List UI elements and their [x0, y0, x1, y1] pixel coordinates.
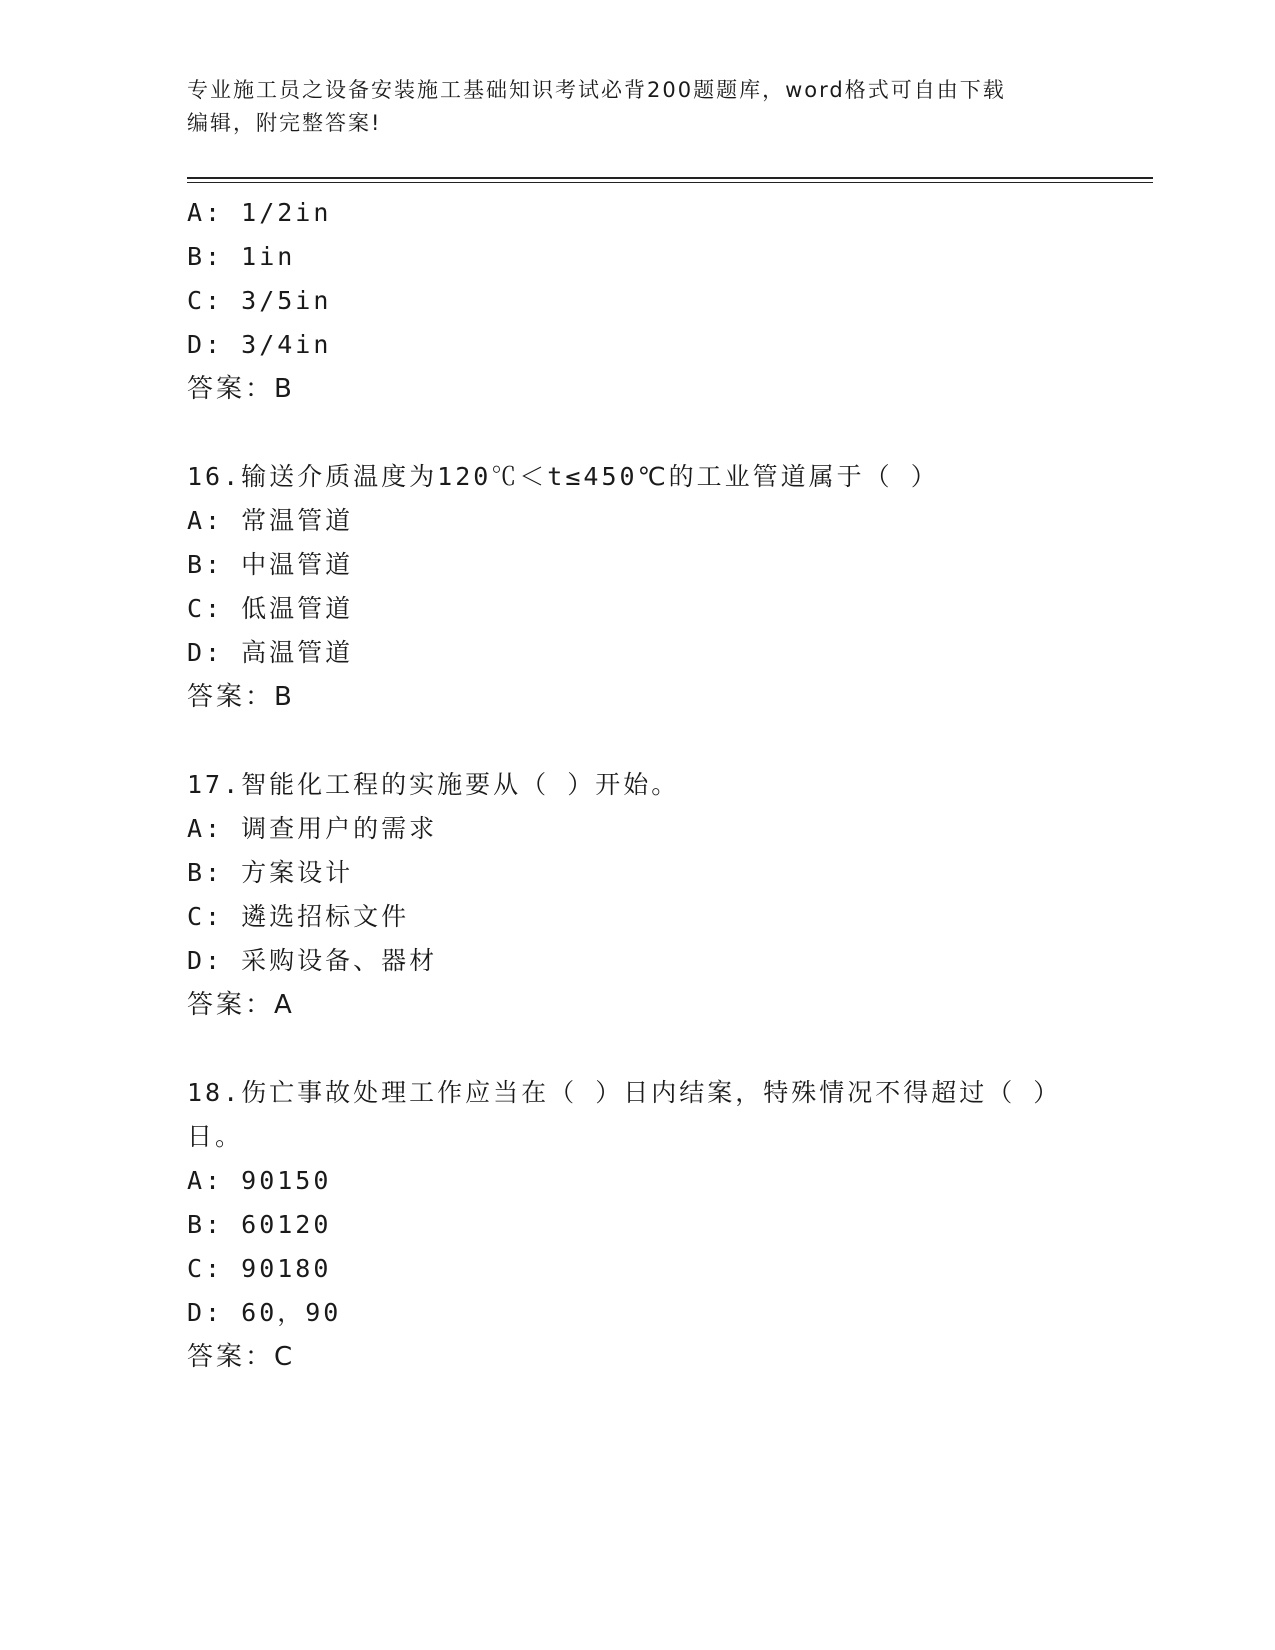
- q16-option-a: A: 常温管道: [187, 506, 354, 535]
- header-divider-thick: [187, 177, 1153, 179]
- q17-option-c: C: 遴选招标文件: [187, 902, 410, 931]
- q18-option-d: D: 60，90: [187, 1298, 342, 1327]
- q16-answer: 答案：B: [187, 682, 295, 712]
- q18-question-line-2: 日。: [187, 1122, 244, 1151]
- header-title-line-1: 专业施工员之设备安装施工基础知识考试必背200题题库，word格式可自由下载: [187, 78, 1006, 102]
- document-header: [187, 74, 1067, 140]
- header-title-line-2: 编辑，附完整答案!: [187, 111, 382, 135]
- q16-option-b: B: 中温管道: [187, 550, 354, 579]
- header-divider-thin: [187, 182, 1153, 183]
- q17-answer: 答案：A: [187, 990, 295, 1020]
- q15-option-a: A: 1/2in: [187, 198, 332, 227]
- q18-option-c: C: 90180: [187, 1254, 332, 1283]
- q16-question: 16.输送介质温度为120℃＜t≤450℃的工业管道属于（ ）: [187, 462, 939, 491]
- q18-option-a: A: 90150: [187, 1166, 332, 1195]
- q15-option-b: B: 1in: [187, 242, 296, 271]
- q18-option-b: B: 60120: [187, 1210, 332, 1239]
- q17-question: 17.智能化工程的实施要从（ ）开始。: [187, 770, 680, 799]
- q18-question-line-1: 18.伤亡事故处理工作应当在（ ）日内结案，特殊情况不得超过（ ）: [187, 1078, 1062, 1107]
- q15-option-c: C: 3/5in: [187, 286, 332, 315]
- q17-option-b: B: 方案设计: [187, 858, 354, 887]
- q16-option-d: D: 高温管道: [187, 638, 354, 667]
- q15-answer: 答案：B: [187, 374, 295, 404]
- q18-answer: 答案：C: [187, 1342, 296, 1372]
- q16-option-c: C: 低温管道: [187, 594, 354, 623]
- q15-option-d: D: 3/4in: [187, 330, 332, 359]
- q17-option-a: A: 调查用户的需求: [187, 814, 438, 843]
- q17-option-d: D: 采购设备、器材: [187, 946, 438, 975]
